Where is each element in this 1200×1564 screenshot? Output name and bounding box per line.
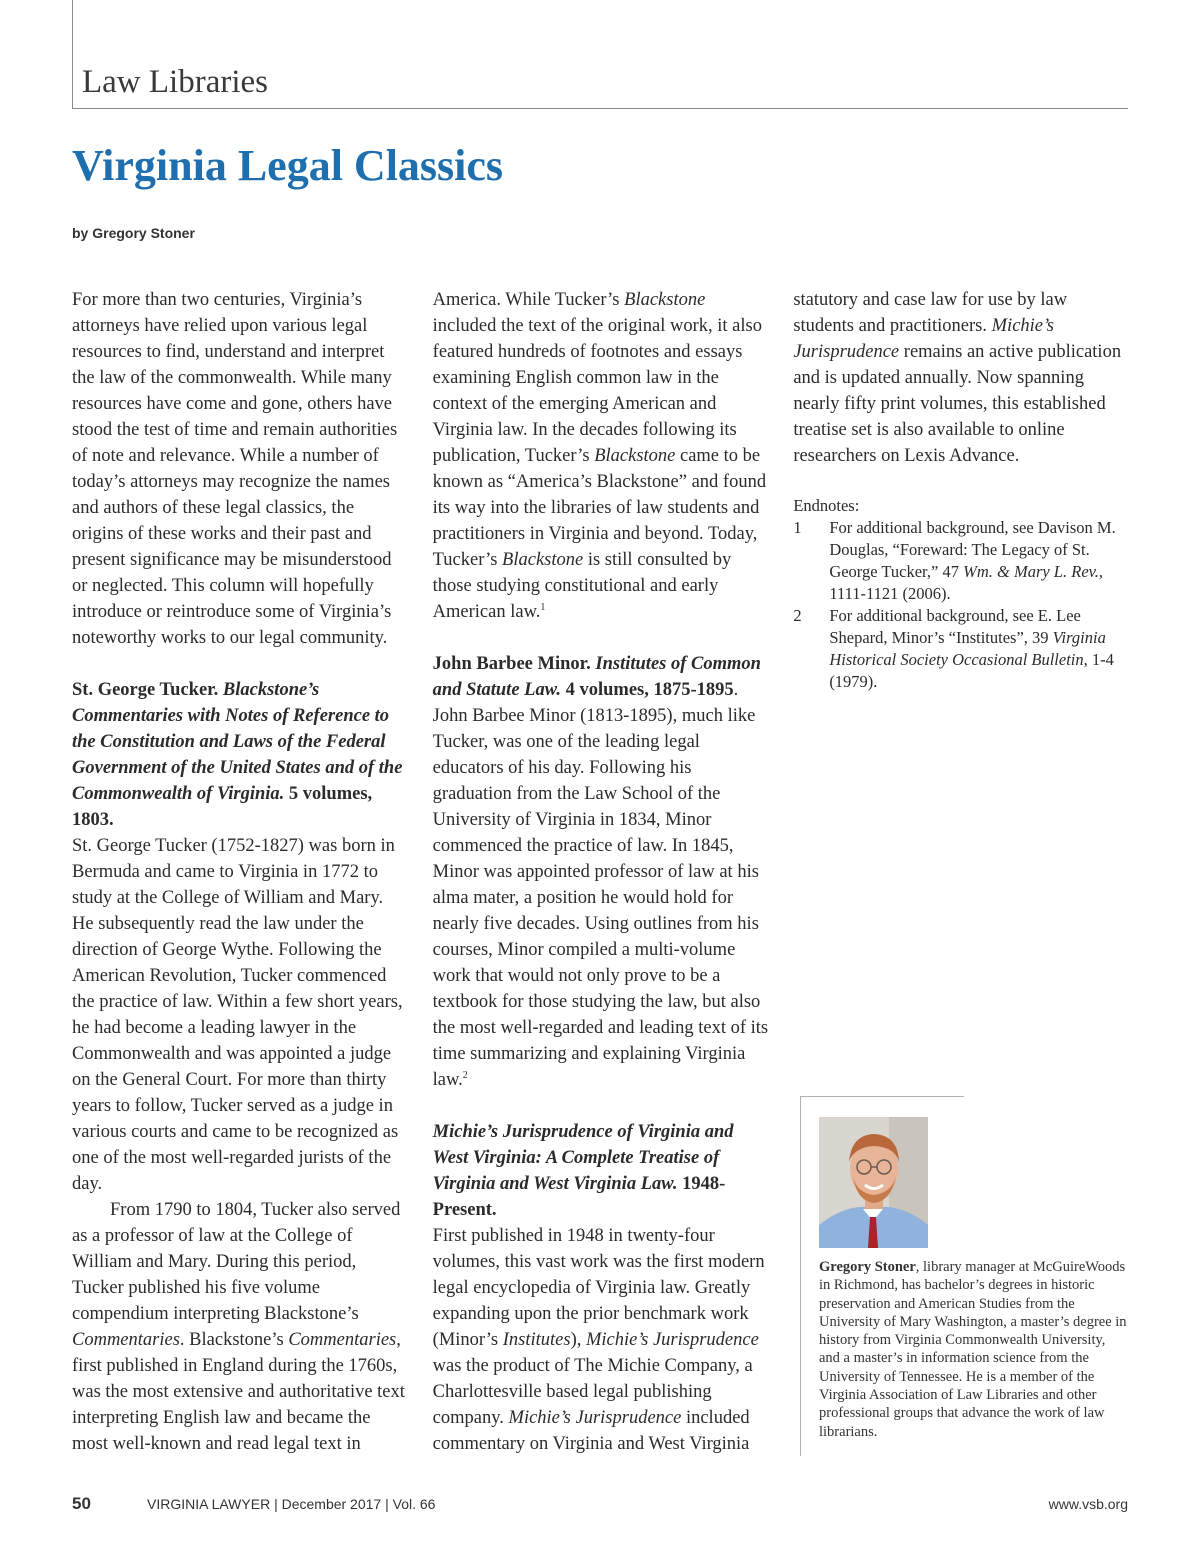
minor-heading-author: John Barbee Minor. <box>432 654 596 674</box>
text-run-italic: Blackstone <box>624 290 706 310</box>
footnote-ref-1: 1 <box>540 601 546 613</box>
text-run-italic: Michie’s Jurisprudence <box>508 1408 682 1428</box>
intro-paragraph: For more than two centuries, Virginia’s attorneys have relied upon various legal resources to find, understand and interpret the law of the commonwealth. While many resources have come and gone, others have stood the test of time and remain authorities of note and relevance. While a number of today’s attorneys may recognize the names and authors of these legal classics, the origins of these works and their past and present significance may be misunderstood or neglected. This column will hopefully introduce or reintroduce some of Virginia’s noteworthy works to our legal community. <box>72 290 398 648</box>
text-run: John Barbee Minor (1813-1895), much like Tucker, was one of the leading legal educators of his day. Following his graduation from the Law School of the University of Virginia in 1834, Minor commenced the practice of law. In 1845, Minor was appointed professor of law at his alma mater, a position he would hold for nearly five decades. Using outlines from his courses, Minor compiled a multi-volume work that would not only prove to be a textbook for those studying the law, but also the most well-regarded and leading text of its time summarizing and explaining Virginia law. <box>432 706 769 1090</box>
text-run: , 1-4 (1979). <box>829 650 1114 691</box>
michie-heading-title: Michie’s Jurisprudence of Virginia and West Virginia: A Complete Treatise of Virginia and West Virginia Law. <box>432 1122 734 1194</box>
text-run-italic: Commentaries <box>288 1330 397 1350</box>
tucker-heading-details: 5 volumes, 1803. <box>72 784 373 830</box>
text-run: came to be known as “America’s Blackstone” and found its way into the libraries of law students and practitioners in Virginia and beyond. Today, Tucker’s <box>432 446 767 570</box>
tucker-heading-title: Blackstone’s Commentaries with Notes of Reference to the Constitution and Laws of the Federal Government of the United States and of the Commonwealth of Virginia. <box>72 680 403 804</box>
minor-heading <box>433 651 770 703</box>
text-run: is still consulted by those studying constitutional and early American law. <box>432 550 732 622</box>
text-run: . Blackstone’s <box>179 1330 289 1350</box>
text-run: remains an active publication and is updated annually. Now spanning nearly fifty print volumes, this established treatise set is also available to online researchers on Lexis Advance. <box>793 342 1122 466</box>
text-run: For additional background, see Davison M. Douglas, “Foreward: The Legacy of St. George Tucker,” 47 <box>829 518 1116 581</box>
tucker-paragraph-1: St. George Tucker (1752-1827) was born in Bermuda and came to Virginia in 1772 to study at the College of William and Mary. He subsequently read the law under the direction of George Wythe. Following the American Revolution, Tucker commenced the practice of law. Within a few short years, he had become a leading lawyer in the Commonwealth and was appointed a judge on the General Court. For more than thirty years to follow, Tucker served as a judge in various courts and came to be recognized as one of the most well-regarded jurists of the day. <box>72 836 403 1194</box>
text-run-italic: Commentaries <box>72 1330 180 1350</box>
text-run-italic: Virginia Historical Society Occasional Bulletin <box>829 628 1106 669</box>
section-rule-vertical <box>72 0 73 108</box>
minor-heading-end: . <box>733 680 739 700</box>
michie-heading-details: 1948-Present. <box>432 1174 726 1220</box>
text-run: included the text of the original work, it also featured hundreds of footnotes and essays examining English common law in the context of the emerging American and Virginia law. In the decades following its publication, Tucker’s <box>432 316 762 466</box>
text-run-italic: Michie’s Jurisprudence <box>793 316 1054 362</box>
minor-paragraph-1 <box>433 703 770 1093</box>
text-run: included commentary on Virginia and West Virginia statutory and case law for use by law students and practitioners. <box>432 290 1068 1454</box>
endnote-number: 2 <box>793 606 802 625</box>
text-run: , first published in England during the 1760s, was the most extensive and authoritative text interpreting English law and became the most well-known and read legal text in America. While Tucker’s <box>72 290 625 1454</box>
author-bio <box>819 1258 1129 1441</box>
endnote-1 <box>793 517 1130 605</box>
text-run: From 1790 to 1804, Tucker also served as a professor of law at the College of William and Mary. During this period, Tucker published his five volume compendium interpreting Blackstone’s <box>72 1200 401 1324</box>
tucker-heading-author: St. George Tucker. <box>72 680 223 700</box>
section-label: Law Libraries <box>82 64 268 100</box>
minor-heading-title: Institutes of Common and Statute Law. <box>432 654 761 700</box>
text-run-italic: Blackstone <box>502 550 584 570</box>
text-run: For additional background, see E. Lee Shepard, Minor’s “Institutes”, 39 <box>829 606 1081 647</box>
endnote-number: 1 <box>793 518 802 537</box>
endnotes-label: Endnotes: <box>793 496 860 515</box>
article-title: Virginia Legal Classics <box>72 141 504 190</box>
text-run: First published in 1948 in twenty-four volumes, this vast work was the first modern legal encyclopedia of Virginia law. Greatly expanding upon the prior benchmark work (Minor’s <box>432 1226 765 1350</box>
text-run: , 1111-1121 (2006). <box>829 562 1103 603</box>
endnote-text <box>829 605 1130 693</box>
minor-heading-details: 4 volumes, 1875-1895 <box>560 680 734 700</box>
author-photo <box>819 1117 928 1248</box>
endnote-2 <box>793 605 1130 693</box>
text-run-italic: Blackstone <box>594 446 676 466</box>
author-bio-text: , library manager at McGuireWoods in Richmond, has bachelor’s degrees in historic preservation and American Studies from the University of Mary Washington, a master’s degree in history from Virginia Commonwealth University, and a master’s in information science from the University of Tennessee. He is a member of the Virginia Association of Law Libraries and other professional groups that advance the work of law librarians. <box>819 1259 1127 1440</box>
bio-rule-horizontal <box>800 1096 964 1097</box>
tucker-heading <box>72 677 409 833</box>
section-rule-horizontal <box>72 108 1128 109</box>
author-name: Gregory Stoner <box>819 1259 916 1275</box>
text-run-italic: Wm. & Mary L. Rev. <box>963 562 1099 581</box>
text-run: was the product of The Michie Company, a Charlottesville based legal publishing company. <box>432 1356 753 1428</box>
michie-heading <box>433 1119 770 1223</box>
endnote-text <box>829 517 1130 605</box>
author-portrait-image <box>819 1117 928 1248</box>
text-run-italic: Michie’s Jurisprudence <box>585 1330 759 1350</box>
footnote-ref-2: 2 <box>462 1069 468 1081</box>
page-number: 50 <box>72 1494 91 1513</box>
publication-info: VIRGINIA LAWYER | December 2017 | Vol. 66 <box>147 1496 436 1512</box>
bio-rule-vertical <box>800 1096 801 1456</box>
byline: by Gregory Stoner <box>72 225 195 241</box>
text-run: ), <box>570 1330 586 1350</box>
website: www.vsb.org <box>1048 1496 1128 1512</box>
endnotes <box>793 495 1130 693</box>
text-run-italic: Institutes <box>502 1330 571 1350</box>
